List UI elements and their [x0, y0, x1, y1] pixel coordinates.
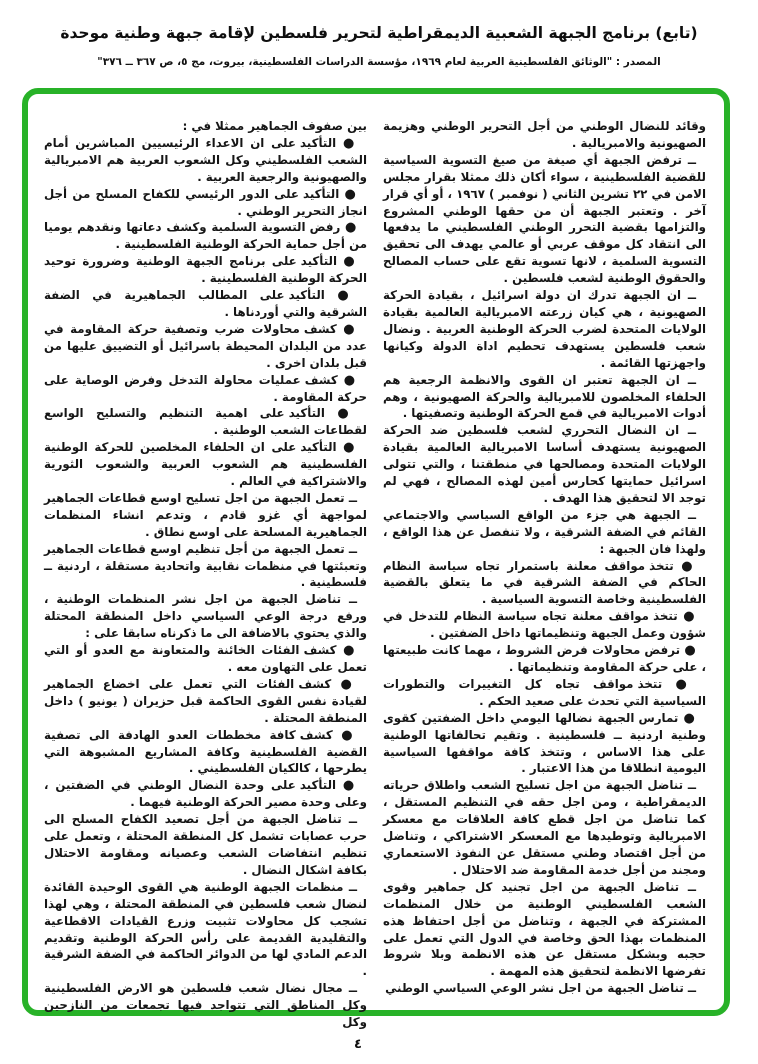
- dash-paragraph: ــ تناضل الجبهة من اجل تسليح الشعب واطلاق حرياته الديمقراطية ، ومن اجل حقه في التنظيم المستقل ، كما تناضل من اجل قطع كافة العلاقات مع معسكر الامبريالية وتوطيدها مع المعسكر الاشتراكي ، وتناضل من أجل اقتصاد وطني مستقل عن النفوذ الاستعماري ومجند من أجل خدمة المقاومة ضد الاحتلال .: [383, 778, 706, 877]
- dash-marker-icon: ــ: [687, 507, 697, 522]
- document-title: (تابع) برنامج الجبهة الشعبية الديمقراطية لتحرير فلسطين لإقامة جبهة وطنية موحدة: [60, 24, 698, 42]
- text-column-left: [44, 118, 367, 1030]
- bullet-marker-icon: ●: [683, 609, 696, 625]
- bullet-paragraph: ● التأكيد على وحدة النضال الوطني في الضفتين ، وعلى وحدة مصير الحركة الوطنية فيهما .: [44, 778, 367, 810]
- bullet-marker-icon: ●: [337, 406, 358, 422]
- bullet-paragraph: ● التأكيد على ان الحلفاء المخلصين للحركة الوطنية الفلسطينية هم الشعوب العربية والشعوب الثورية والاشتراكية في العالم .: [44, 440, 367, 489]
- bullet-marker-icon: ●: [343, 321, 357, 337]
- bullet-marker-icon: ●: [343, 643, 357, 659]
- dash-paragraph: ــ ان النضال التحرري لشعب فلسطين ضد الحركة الصهيونية يستهدف أساسا الامبريالية العالمية بقيادة الولايات المتحدة ومصالحها في منطقتنا ، والتي تتولى اسرائيل حمايتها كحارس أمين لهذه المصالح ، فهي لم توجد الا لتحقيق هذا الهدف .: [383, 423, 706, 505]
- bullet-marker-icon: ●: [343, 254, 357, 270]
- bullet-marker-icon: ●: [345, 220, 358, 236]
- bullet-paragraph: ● التأكيد على اهمية التنظيم والتسليح الواسع لقطاعات الشعب الوطنية .: [44, 406, 367, 438]
- dash-marker-icon: ــ: [348, 981, 357, 996]
- page-number: ٤: [354, 1037, 362, 1052]
- bullet-marker-icon: ●: [340, 676, 358, 692]
- bullet-paragraph: ● تتخذ مواقف تجاه كل التغييرات والتطورات السياسية التي تحدث على صعيد الحكم .: [383, 676, 706, 708]
- continuation-paragraph: بين صفوف الجماهير ممثلا في :: [182, 119, 367, 133]
- bullet-paragraph: ● كشف كافة مخططات العدو الهادفة الى تصفية القضية الفلسطينية وكافة المشاريع المشبوهة التي يطرحها ، كالكيان الفلسطيني .: [44, 727, 367, 776]
- dash-paragraph: ــ مجال نضال شعب فلسطين هو الارض الفلسطينية وكل المناطق التي تتواجد فيها تجمعات من النازحين وكل: [44, 981, 367, 1030]
- dash-paragraph: ــ تعمل الجبهة من اجل تسليح اوسع قطاعات الجماهير لمواجهة أي غزو قادم ، وتدعم انشاء المنظمات الجماهيرية المسلحة على اوسع نطاق .: [44, 490, 367, 539]
- bullet-paragraph: ● التأكيد على برنامج الجبهة الوطنية وضرورة توحيد الحركة الوطنية الفلسطينية .: [44, 254, 367, 286]
- bullet-paragraph: ● كشف محاولات ضرب وتصفية حركة المقاومة في عدد من البلدان المحيطة باسرائيل أو التضييق عليها من قبل بلدان اخرى .: [44, 321, 367, 370]
- bullet-paragraph: ● التأكيد على الدور الرئيسي للكفاح المسلح من أجل انجاز التحرير الوطني .: [44, 186, 367, 218]
- green-border-frame: [22, 88, 730, 1030]
- bullet-marker-icon: ●: [342, 778, 357, 794]
- dash-paragraph: ــ ان الجبهة تدرك ان دولة اسرائيل ، بقيادة الحركة الصهيونية ، هي كيان زرعته الامبريالية العالمية بقيادة الولايات المتحدة لضرب الحركة الوطنية العربية . ونضال شعب فلسطين يستهدف تحطيم اداة الدولة وكيانها واجهزتها القائمة .: [383, 288, 706, 370]
- bullet-paragraph: ● تتخذ مواقف معلنة تجاه سياسة النظام للتدخل في شؤون وعمل الجبهة وتنظيماتها داخل الضفتين .: [383, 609, 706, 641]
- dash-marker-icon: ــ: [687, 423, 696, 438]
- bullet-paragraph: ● كشف عمليات محاولة التدخل وفرض الوصاية على حركة المقاومة .: [44, 372, 367, 404]
- dash-marker-icon: ــ: [348, 592, 358, 607]
- document-source-line: المصدر : "الوثائق الفلسطينية العربية لعام ١٩٦٩، مؤسسة الدراسات الفلسطينية، بيروت، مج ٥، ص ٣٦٧ ــ ٣٧٦": [97, 56, 661, 68]
- dash-marker-icon: ــ: [348, 541, 357, 556]
- dash-paragraph: ــ منظمات الجبهة الوطنية هي القوى الوحيدة القائدة لنضال شعب فلسطين في المنطقة المحتلة ، وهي لهذا تشجب كل محاولات تثبيت وزرع القيادات الاقطاعية والتقليدية القديمة على رأس الحركة الوطنية وتقديم الدعم المادي لها من الدوائر الحاكمة في الضفة الشرقية .: [44, 879, 367, 979]
- bullet-marker-icon: ●: [343, 135, 358, 151]
- dash-marker-icon: ــ: [687, 981, 696, 996]
- bullet-paragraph: ● التأكيد على المطالب الجماهيرية في الضفة الشرقية والتي أوردناها .: [44, 288, 367, 319]
- bullet-marker-icon: ●: [675, 676, 697, 692]
- dash-marker-icon: ــ: [348, 490, 357, 505]
- dash-marker-icon: ــ: [687, 372, 696, 387]
- bullet-marker-icon: ●: [343, 372, 357, 388]
- two-column-text-area: [28, 94, 724, 1030]
- dash-paragraph: ــ تناضل الجبهة من اجل تجنيد كل جماهير وقوى الشعب الفلسطيني الوطنية من خلال المنظمات المشتركة في الجبهة ، وتناضل من أجل احتفاظ هذه المنظمات بهذا الحق وخاصة في الدول التي تعمل على حجبه وبشكل مستقل عن هذه الانظمة وبلا شروط تفرضها الانظمة لتحقيق هذه المهمة .: [383, 879, 706, 979]
- dash-paragraph: ــ ان الجبهة تعتبر ان القوى والانظمة الرجعية هم الحلفاء المخلصون للامبريالية والحركة الصهيونية ، وهم أدوات الامبريالية في قمع الحركة الوطنية وتصفيتها .: [383, 372, 706, 421]
- dash-marker-icon: ــ: [687, 778, 696, 793]
- bullet-marker-icon: ●: [684, 643, 696, 659]
- continuation-paragraph: وقائد للنضال الوطني من أجل التحرير الوطني وهزيمة الصهيونية والامبريالية .: [383, 119, 706, 150]
- dash-marker-icon: ــ: [687, 879, 696, 894]
- bullet-paragraph: ● تتخذ مواقف معلنة باستمرار تجاه سياسة النظام الحاكم في الضفة الشرقية في ما يتعلق بالقضية الفلسطينية وخاصة التسوية السياسية .: [383, 558, 706, 607]
- dash-marker-icon: ــ: [687, 152, 696, 167]
- dash-marker-icon: ــ: [348, 879, 357, 894]
- bullet-marker-icon: ●: [681, 558, 697, 574]
- bullet-paragraph: ● ترفض محاولات فرض الشروط ، مهما كانت طبيعتها ، على حركة المقاومة وتنظيماتها .: [383, 643, 706, 674]
- bullet-marker-icon: ●: [344, 186, 358, 202]
- bullet-paragraph: ● تمارس الجبهة نضالها اليومي داخل الضفتين كقوى وطنية اردنية ــ فلسطينية . وتقيم تحالفاتها الوطنية على هذا الاساس ، وتتخذ كافة مواقفها السياسية اليومية انطلاقا من هذا الاعتبار .: [383, 710, 706, 776]
- bullet-paragraph: ● رفض التسوية السلمية وكشف دعاتها ونقدهم يوميا من أجل حماية الحركة الوطنية الفلسطينية .: [44, 220, 367, 252]
- dash-paragraph: ــ الجبهة هي جزء من الواقع السياسي والاجتماعي القائم في الضفة الشرقية ، ولا تنفصل عن هذا الواقع ، ولهذا فان الجبهة :: [383, 507, 706, 556]
- dash-marker-icon: ــ: [687, 288, 696, 303]
- dash-paragraph: ــ تناضل الجبهة من اجل نشر المنظمات الوطنية ، ورفع درجة الوعي السياسي داخل المنطقة المحتلة والذي يحتوي بالاضافة الى ما ذكرناه سابقا على :: [44, 592, 367, 641]
- text-column-right: [383, 118, 706, 1000]
- dash-paragraph: ــ تناضل الجبهة من أجل تصعيد الكفاح المسلح الى حرب عصابات تشمل كل المنطقة المحتلة ، وتعمل على تنظيم انتفاضات الشعب وعصيانه ومقاومة الاحتلال بكافة اشكال النضال .: [44, 812, 367, 877]
- bullet-paragraph: ● كشف الفئات التي تعمل على اخضاع الجماهير لقيادة نفس القوى الحاكمة قبل حزيران ( يونيو ) داخل المنطقة المحتلة .: [44, 676, 367, 725]
- bullet-marker-icon: ●: [683, 710, 696, 726]
- bullet-paragraph: ● التأكيد على ان الاعداء الرئيسيين المباشرين أمام الشعب الفلسطيني وكل الشعوب العربية هم الامبريالية والصهيونية والرجعية العربية .: [44, 135, 367, 184]
- bullet-marker-icon: ●: [341, 727, 358, 743]
- dash-paragraph: ــ تناضل الجبهة من اجل نشر الوعي السياسي الوطني: [385, 981, 696, 996]
- bullet-marker-icon: ●: [337, 288, 358, 304]
- bullet-paragraph: ● كشف الفئات الخائنة والمتعاونة مع العدو أو التي تعمل على التهاون معه .: [44, 643, 367, 674]
- bullet-marker-icon: ●: [343, 440, 358, 456]
- dash-paragraph: ــ ترفض الجبهة أي صيغة من صيغ التسوية السياسية للقضية الفلسطينية ، سواء أكان ذلك ممثلا بقرار مجلس الامن في ٢٢ تشرين الثاني ( نوفمبر ) ١٩٦٧ ، أو أي قرار آخر . وتعتبر الجبهة أن من حقها الوطني المشروع والتزامها بقضية التحرر الوطني الفلسطيني ما يدفعها الى انتقاد كل موقف عربي أو عالمي يهدف الى تحقيق التسوية السلمية ، لانها تسوية تقع على حساب المصالح والحقوق الوطنية لشعب فلسطين .: [383, 152, 706, 286]
- dash-marker-icon: ــ: [348, 812, 357, 827]
- dash-paragraph: ــ تعمل الجبهة من أجل تنظيم اوسع قطاعات الجماهير وتعبئتها في منظمات نقابية واتحادية مستقلة ، اردنية ــ فلسطينية .: [44, 541, 367, 590]
